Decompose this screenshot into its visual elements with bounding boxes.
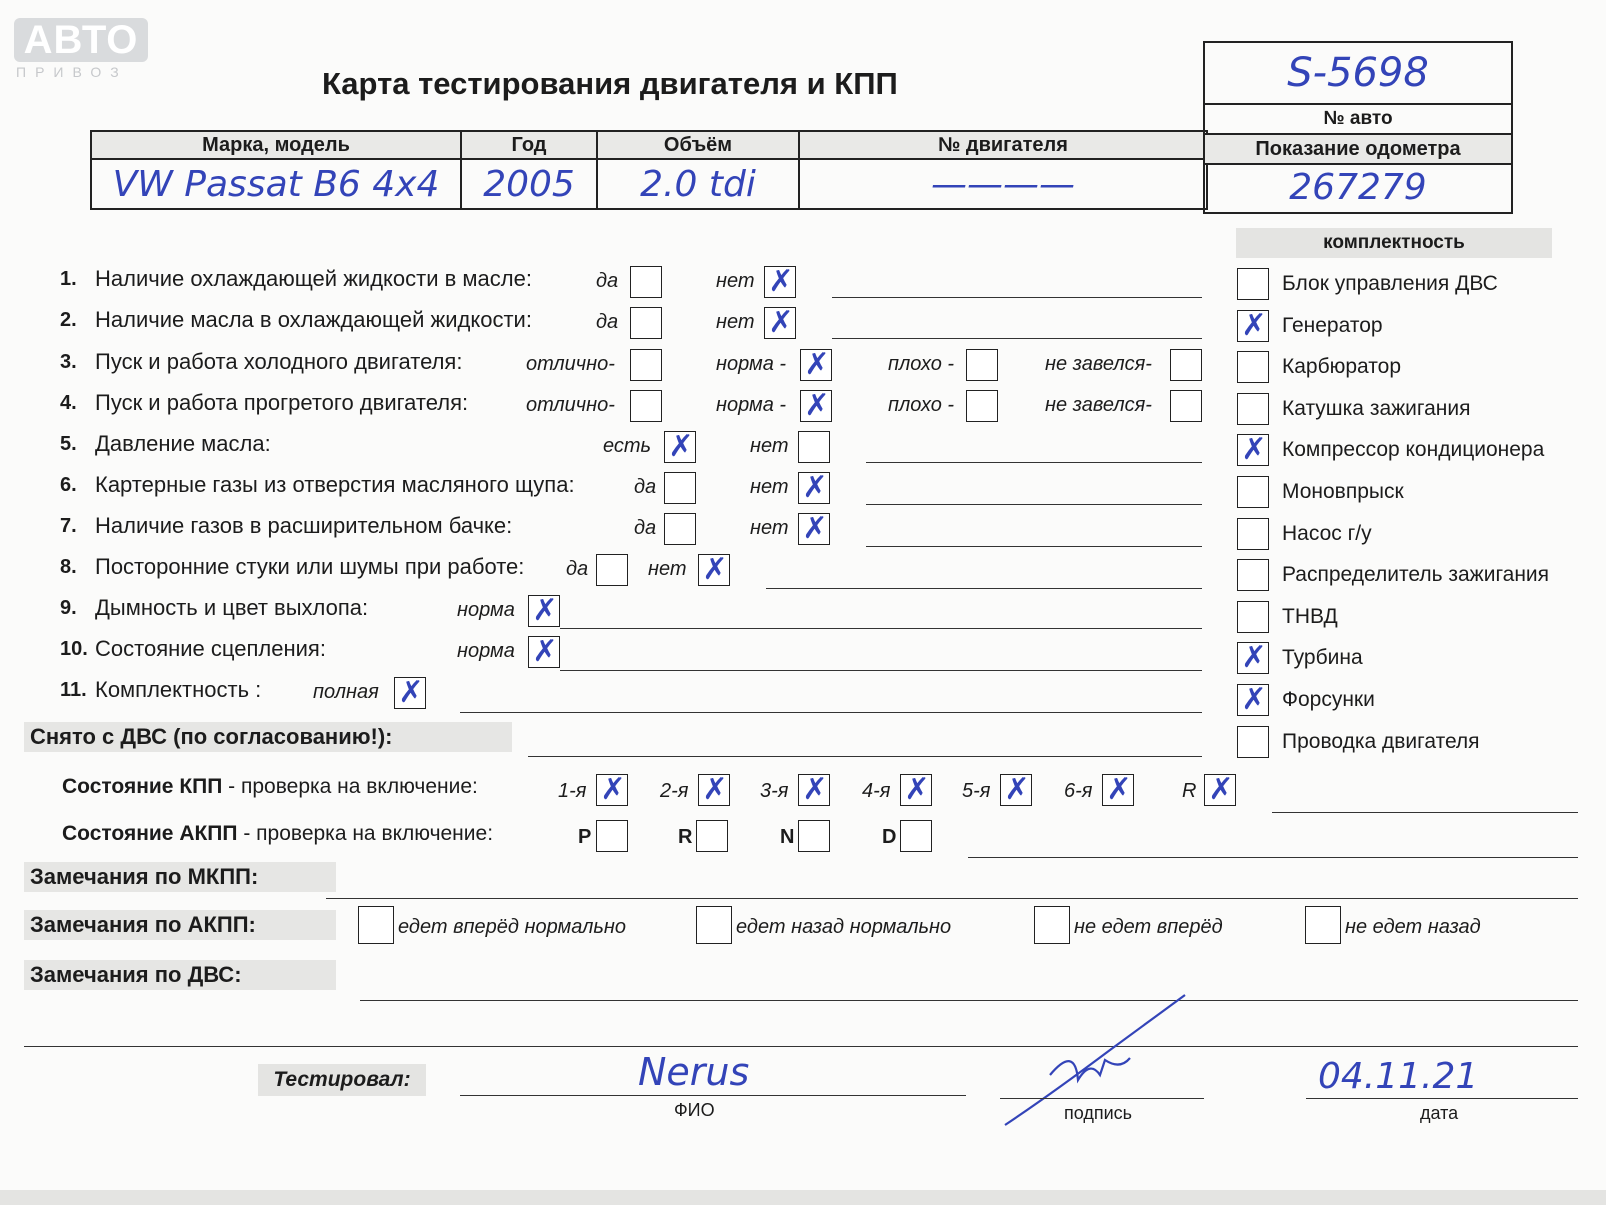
checkmark: ✗ xyxy=(1241,683,1267,716)
kpp-gear-label-2: 3-я xyxy=(760,780,789,802)
komplektnost-label-4: Компрессор кондиционера xyxy=(1282,438,1545,462)
q1-no-label: нет xyxy=(716,270,755,292)
tester-name[interactable]: Nerus xyxy=(638,1050,750,1094)
test-date[interactable]: 04.11.21 xyxy=(1318,1056,1479,1097)
q10-normal-label: норма xyxy=(457,640,515,662)
akpp-mode-checkbox-2[interactable] xyxy=(798,820,830,852)
akpp-mode-checkbox-0[interactable] xyxy=(596,820,628,852)
akpp-label xyxy=(62,822,493,846)
akpp-mode-checkbox-3[interactable] xyxy=(900,820,932,852)
name-line xyxy=(460,1095,966,1096)
kpp-label-bold: Состояние КПП xyxy=(62,775,223,798)
checkmark: ✗ xyxy=(600,773,626,806)
car-info-table xyxy=(90,130,1208,210)
q7-no-label: нет xyxy=(750,517,789,539)
q5-no-checkbox[interactable] xyxy=(798,431,830,463)
akpp-remark-checkbox-3[interactable] xyxy=(1305,906,1341,944)
tested-by-label: Тестировал: xyxy=(258,1064,426,1096)
komplektnost-checkbox-4[interactable] xyxy=(1237,434,1269,466)
checkmark: ✗ xyxy=(1241,641,1267,675)
q3-normal-checkbox[interactable] xyxy=(800,349,832,381)
q3-number: 3. xyxy=(60,351,77,373)
komplektnost-label-3: Катушка зажигания xyxy=(1282,396,1471,420)
q5-no-label: нет xyxy=(750,435,789,457)
q1-text: Наличие охлаждающей жидкости в масле: xyxy=(95,266,532,291)
checkmark: ✗ xyxy=(1106,773,1132,806)
komplektnost-checkbox-10[interactable] xyxy=(1237,684,1269,716)
q1-yes-label: да xyxy=(596,270,619,292)
odometer-value[interactable]: 267279 xyxy=(1289,167,1427,208)
scan-edge xyxy=(0,1190,1606,1205)
q4-excellent-label: отлично- xyxy=(526,394,615,416)
remarks-dvs-label: Замечания по ДВС: xyxy=(24,960,336,990)
q11-full-label: полная xyxy=(313,681,379,703)
kpp-gear-checkbox-1[interactable] xyxy=(698,774,730,806)
komplektnost-checkbox-9[interactable] xyxy=(1237,642,1269,674)
q2-note-line[interactable] xyxy=(832,338,1202,339)
q4-not-started-label: не завелся- xyxy=(1045,394,1152,416)
checkmark: ✗ xyxy=(768,306,794,339)
q1-note-line[interactable] xyxy=(832,297,1202,298)
model-value[interactable]: VW Passat B6 4x4 xyxy=(91,159,461,209)
q4-normal-checkbox[interactable] xyxy=(800,390,832,422)
remarks-akpp-label: Замечания по АКПП: xyxy=(24,910,336,940)
kpp-gear-checkbox-5[interactable] xyxy=(1102,774,1134,806)
q10-note-line[interactable] xyxy=(560,670,1202,671)
komplektnost-label-1: Генератор xyxy=(1282,313,1383,337)
logo: АВТО xyxy=(14,18,148,62)
q11-number: 11. xyxy=(60,679,87,701)
checkmark: ✗ xyxy=(802,512,828,545)
q5-note-line[interactable] xyxy=(866,462,1202,463)
q1-number: 1. xyxy=(60,268,77,290)
kpp-gear-label-0: 1-я xyxy=(558,780,587,802)
kpp-note-line[interactable] xyxy=(1272,812,1578,813)
q3-bad-label: плохо - xyxy=(888,353,955,375)
akpp-mode-checkbox-1[interactable] xyxy=(696,820,728,852)
komplektnost-checkbox-1[interactable] xyxy=(1237,310,1269,342)
q6-yes-label: да xyxy=(634,476,657,498)
komplektnost-checkbox-11[interactable] xyxy=(1237,726,1269,758)
remarks-mkpp-label: Замечания по МКПП: xyxy=(24,862,336,892)
q5-number: 5. xyxy=(60,433,77,455)
q3-not-started-checkbox[interactable] xyxy=(1170,349,1202,381)
checkmark: ✗ xyxy=(532,635,558,668)
checkmark: ✗ xyxy=(1208,773,1234,806)
auto-number-label: № авто xyxy=(1323,108,1393,129)
engine-number-value[interactable]: ———— xyxy=(799,159,1207,209)
kpp-gear-checkbox-6[interactable] xyxy=(1204,774,1236,806)
q8-note-line[interactable] xyxy=(766,588,1202,589)
q3-excellent-label: отлично- xyxy=(526,353,615,375)
kpp-label-rest: - проверка на включение: xyxy=(222,775,478,798)
q6-yes-checkbox[interactable] xyxy=(664,472,696,504)
q4-bad-label: плохо - xyxy=(888,394,955,416)
q4-number: 4. xyxy=(60,392,77,414)
q8-yes-checkbox[interactable] xyxy=(596,554,628,586)
q3-not-started-label: не завелся- xyxy=(1045,353,1152,375)
auto-number-value[interactable]: S-5698 xyxy=(1205,43,1511,105)
checkmark: ✗ xyxy=(1241,308,1267,342)
q10-number: 10. xyxy=(60,638,88,660)
checkmark: ✗ xyxy=(802,471,828,504)
q3-bad-checkbox[interactable] xyxy=(966,349,998,381)
q11-text: Комплектность : xyxy=(95,677,262,702)
q8-yes-label: да xyxy=(566,558,589,580)
akpp-mode-label-2: N xyxy=(780,826,795,848)
q2-yes-label: да xyxy=(596,311,619,333)
akpp-note-line[interactable] xyxy=(968,857,1578,858)
remarks-mkpp-line[interactable] xyxy=(326,898,1578,899)
q1-yes-checkbox[interactable] xyxy=(630,266,662,298)
volume-value[interactable]: 2.0 tdi xyxy=(597,159,799,209)
akpp-remark-checkbox-2[interactable] xyxy=(1034,906,1070,944)
kpp-gear-label-6: R xyxy=(1182,780,1197,802)
q11-note-line[interactable] xyxy=(460,712,1202,713)
kpp-gear-label-1: 2-я xyxy=(660,780,689,802)
year-value[interactable]: 2005 xyxy=(461,159,597,209)
komplektnost-label-6: Насос г/у xyxy=(1282,521,1372,545)
kpp-gear-checkbox-2[interactable] xyxy=(798,774,830,806)
akpp-label-bold: Состояние АКПП xyxy=(62,822,238,845)
volume-header: Объём xyxy=(597,131,799,159)
komplektnost-checkbox-7[interactable] xyxy=(1237,559,1269,591)
akpp-remark-label-1: едет назад нормально xyxy=(736,916,952,938)
q7-yes-label: да xyxy=(634,517,657,539)
checkmark: ✗ xyxy=(532,594,558,627)
q4-bad-checkbox[interactable] xyxy=(966,390,998,422)
q6-no-label: нет xyxy=(750,476,789,498)
akpp-mode-label-3: D xyxy=(882,826,897,848)
akpp-label-rest: - проверка на включение: xyxy=(237,822,494,845)
q4-excellent-checkbox[interactable] xyxy=(630,390,662,422)
q9-normal-checkbox[interactable] xyxy=(528,595,560,627)
komplektnost-checkbox-6[interactable] xyxy=(1237,518,1269,550)
q7-no-checkbox[interactable] xyxy=(798,513,830,545)
date-caption: дата xyxy=(1420,1103,1459,1123)
q6-text: Картерные газы из отверстия масляного щупа: xyxy=(95,472,575,497)
q10-text: Состояние сцепления: xyxy=(95,636,326,661)
akpp-remark-label-0: едет вперёд нормально xyxy=(398,916,627,938)
checkmark: ✗ xyxy=(398,676,424,709)
akpp-remark-label-3: не едет назад xyxy=(1345,916,1481,938)
kpp-gear-label-4: 5-я xyxy=(962,780,991,802)
q2-number: 2. xyxy=(60,309,77,331)
q4-not-started-checkbox[interactable] xyxy=(1170,390,1202,422)
checkmark: ✗ xyxy=(804,348,830,381)
remarks-dvs-line-2[interactable] xyxy=(24,1046,1578,1047)
auto-number-box xyxy=(1203,41,1513,214)
komplektnost-checkbox-8[interactable] xyxy=(1237,601,1269,633)
q2-text: Наличие масла в охлаждающей жидкости: xyxy=(95,307,532,332)
komplektnost-label-10: Форсунки xyxy=(1282,688,1375,711)
komplektnost-label-8: ТНВД xyxy=(1282,604,1338,628)
kpp-gear-label-3: 4-я xyxy=(862,780,891,802)
q11-full-checkbox[interactable] xyxy=(394,677,426,709)
komplektnost-label-9: Турбина xyxy=(1282,646,1363,670)
kpp-gear-checkbox-3[interactable] xyxy=(900,774,932,806)
remarks-dvs-line-1[interactable] xyxy=(360,1000,1578,1001)
year-header: Год xyxy=(461,131,597,159)
komplektnost-checkbox-5[interactable] xyxy=(1237,476,1269,508)
q2-yes-checkbox[interactable] xyxy=(630,307,662,339)
q3-excellent-checkbox[interactable] xyxy=(630,349,662,381)
q9-number: 9. xyxy=(60,597,77,619)
date-line xyxy=(1306,1098,1578,1099)
q3-text: Пуск и работа холодного двигателя: xyxy=(95,349,463,374)
komplektnost-checkbox-2[interactable] xyxy=(1237,351,1269,383)
akpp-mode-label-1: R xyxy=(678,826,693,848)
kpp-gear-checkbox-4[interactable] xyxy=(1000,774,1032,806)
odometer-label: Показание одометра xyxy=(1205,133,1511,165)
q7-yes-checkbox[interactable] xyxy=(664,513,696,545)
komplektnost-label-5: Моновпрыск xyxy=(1282,480,1404,503)
akpp-remark-checkbox-1[interactable] xyxy=(696,906,732,944)
q8-no-checkbox[interactable] xyxy=(698,554,730,586)
akpp-remark-label-2: не едет вперёд xyxy=(1074,916,1223,938)
q5-yes-label: есть xyxy=(603,435,652,457)
logo-subtitle: ПРИВОЗ xyxy=(16,64,128,80)
signature-caption: подпись xyxy=(1064,1103,1133,1123)
q10-normal-checkbox[interactable] xyxy=(528,636,560,668)
q8-number: 8. xyxy=(60,556,77,578)
q3-normal-label: норма - xyxy=(716,353,787,375)
checkmark: ✗ xyxy=(804,389,830,422)
q7-text: Наличие газов в расширительном бачке: xyxy=(95,513,513,538)
removed-note-line[interactable] xyxy=(528,756,1202,757)
checkmark: ✗ xyxy=(802,773,828,806)
q6-number: 6. xyxy=(60,474,77,496)
komplektnost-label-2: Карбюратор xyxy=(1282,355,1402,379)
removed-label: Снято с ДВС (по согласованию!): xyxy=(24,722,512,752)
q7-number: 7. xyxy=(60,515,77,537)
q7-note-line[interactable] xyxy=(866,546,1202,547)
q4-text: Пуск и работа прогретого двигателя: xyxy=(95,390,469,415)
kpp-label xyxy=(62,775,478,799)
komplektnost-label-7: Распределитель зажигания xyxy=(1282,563,1550,587)
q8-no-label: нет xyxy=(648,558,687,580)
checkmark: ✗ xyxy=(702,553,728,586)
akpp-remark-checkbox-0[interactable] xyxy=(358,906,394,944)
q8-text: Посторонние стуки или шумы при работе: xyxy=(95,554,525,579)
q6-note-line[interactable] xyxy=(866,504,1202,505)
q6-no-checkbox[interactable] xyxy=(798,472,830,504)
q5-text: Давление масла: xyxy=(95,431,271,456)
q2-no-checkbox[interactable] xyxy=(764,307,796,339)
q9-note-line[interactable] xyxy=(560,628,1202,629)
kpp-gear-checkbox-0[interactable] xyxy=(596,774,628,806)
q2-no-label: нет xyxy=(716,311,755,333)
checkmark: ✗ xyxy=(904,773,930,806)
q9-text: Дымность и цвет выхлопа: xyxy=(95,595,369,620)
kpp-gear-label-5: 6-я xyxy=(1064,780,1093,802)
komplektnost-label-11: Проводка двигателя xyxy=(1282,729,1480,753)
name-caption: ФИО xyxy=(674,1100,715,1120)
akpp-mode-label-0: P xyxy=(578,826,592,848)
komplektnost-checkbox-0[interactable] xyxy=(1237,268,1269,300)
komplektnost-label-0: Блок управления ДВС xyxy=(1282,272,1498,295)
q1-no-checkbox[interactable] xyxy=(764,266,796,298)
engine-number-header: № двигателя xyxy=(799,131,1207,159)
q4-normal-label: норма - xyxy=(716,394,787,416)
komplektnost-header: комплектность xyxy=(1236,228,1552,258)
page-title: Карта тестирования двигателя и КПП xyxy=(322,66,898,101)
komplektnost-checkbox-3[interactable] xyxy=(1237,393,1269,425)
q9-normal-label: норма xyxy=(457,599,515,621)
q5-yes-checkbox[interactable] xyxy=(664,431,696,463)
checkmark: ✗ xyxy=(702,773,728,806)
signature-line xyxy=(1000,1098,1204,1099)
checkmark: ✗ xyxy=(1241,433,1267,467)
checkmark: ✗ xyxy=(668,430,694,463)
checkmark: ✗ xyxy=(768,265,794,298)
checkmark: ✗ xyxy=(1004,773,1030,806)
model-header: Марка, модель xyxy=(91,131,461,159)
